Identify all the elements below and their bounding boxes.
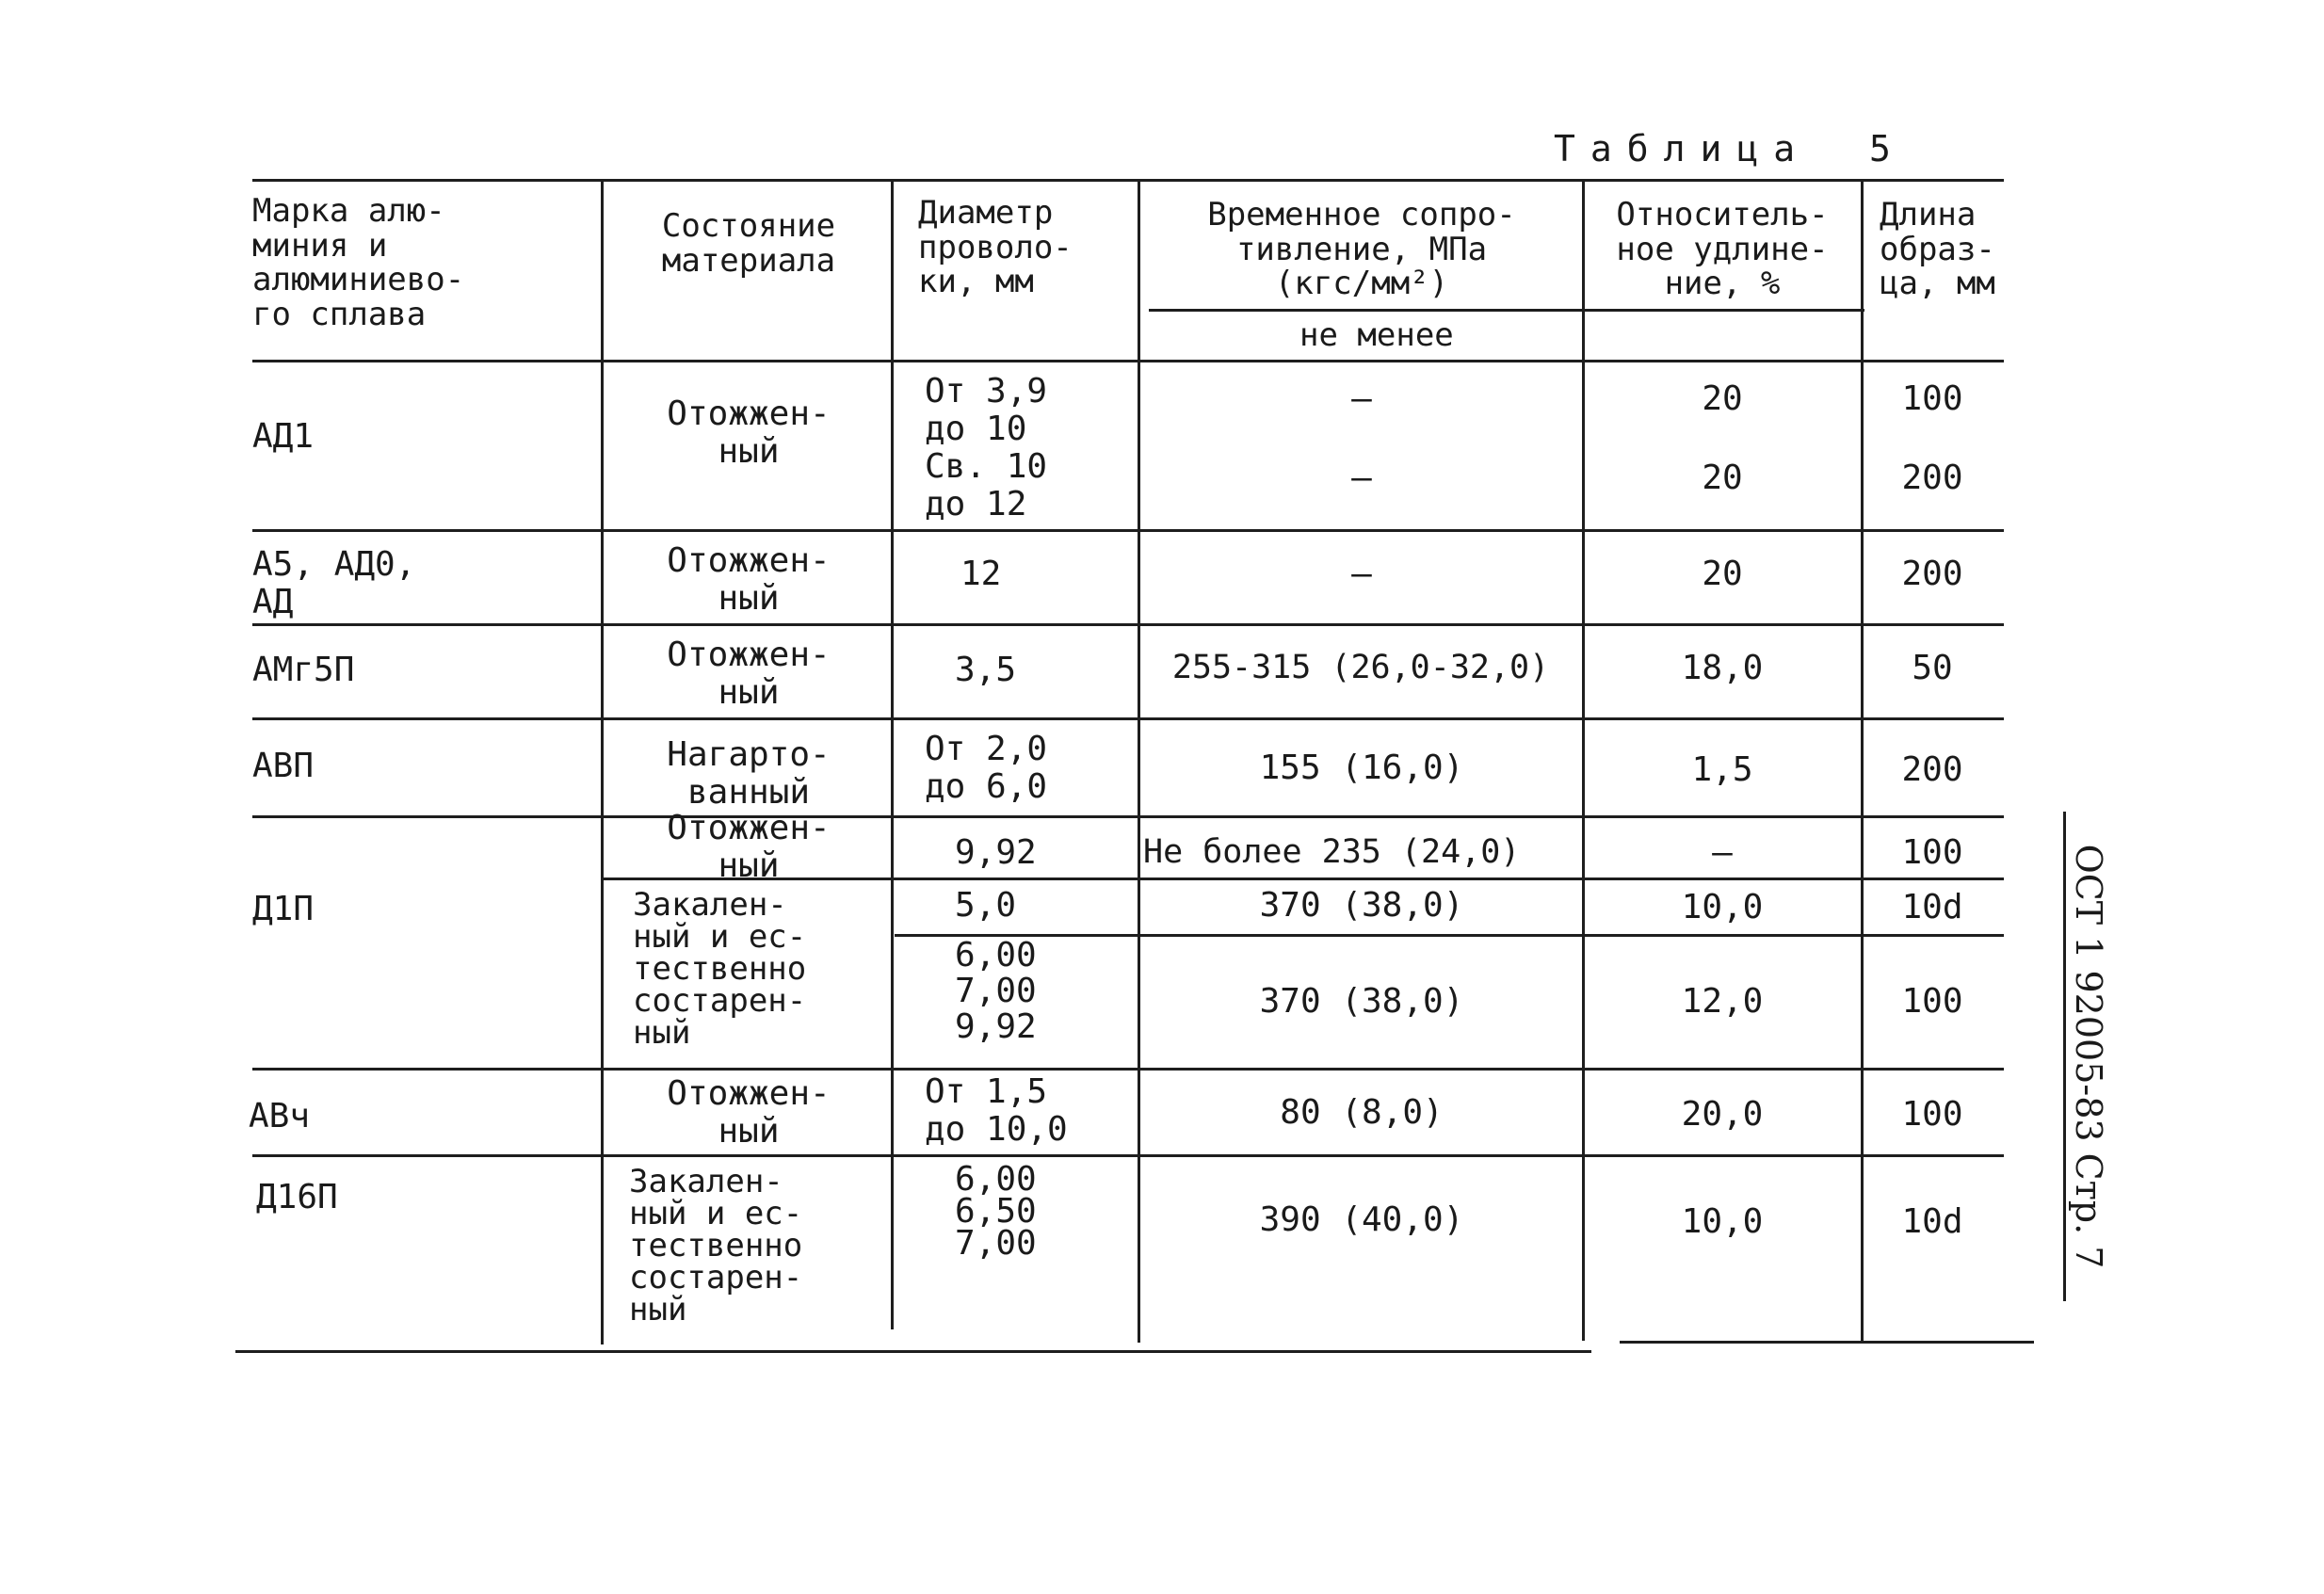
side-document-code: ОСТ 1 92005-83 Стр. 7 — [2063, 812, 2109, 1301]
state-cell: Отожжен- ный — [667, 1074, 831, 1151]
row-rule — [252, 529, 2004, 532]
strength-cell: 255-315 (26,0-32,0) — [1171, 649, 1550, 686]
table-top-rule — [252, 179, 2004, 182]
grade-cell: АМг5П — [252, 651, 355, 689]
header-strength: Временное сопро- тивление, МПа (кгс/мм²) — [1207, 196, 1516, 303]
state-cell: Отожжен- ный — [667, 809, 831, 885]
table-bottom-rule — [1620, 1341, 2034, 1344]
table-bottom-rule — [235, 1350, 1591, 1353]
strength-cell: Не более 235 (24,0) — [1143, 833, 1521, 871]
elongation-cell: 10,0 — [1681, 1202, 1764, 1241]
length-cell: 200 — [1901, 459, 1963, 497]
length-cell: 10d — [1901, 1202, 1963, 1241]
column-rule — [601, 179, 604, 1344]
state-cell: Нагарто- ванный — [667, 735, 831, 812]
diameter-cell: 6,00 6,50 7,00 — [955, 1160, 1037, 1264]
elongation-cell: 20 — [1702, 555, 1743, 593]
subheader-rule — [1149, 309, 1864, 312]
row-rule — [252, 815, 2004, 818]
grade-cell: АД1 — [252, 417, 315, 456]
diameter-cell: 9,92 — [955, 833, 1037, 872]
strength-cell: 370 (38,0) — [1259, 886, 1464, 925]
strength-cell: 370 (38,0) — [1259, 982, 1464, 1021]
diameter-cell: 5,0 — [955, 886, 1017, 925]
diameter-cell: От 1,5 до 10,0 — [925, 1072, 1068, 1149]
length-cell: 100 — [1901, 379, 1963, 418]
state-cell: Закален- ный и ес- тественно состарен- ный — [633, 886, 807, 1052]
column-rule — [1582, 179, 1585, 1341]
state-cell: Отожжен- ный — [667, 541, 831, 618]
strength-cell: 390 (40,0) — [1259, 1200, 1464, 1239]
header-bottom-rule — [252, 360, 2004, 362]
elongation-cell: 20 — [1702, 379, 1743, 418]
row-rule — [252, 1068, 2004, 1071]
elongation-cell: – — [1712, 833, 1733, 872]
column-rule — [1861, 179, 1864, 1341]
column-rule — [1138, 179, 1140, 1343]
table-label: Таблица — [1554, 128, 1811, 169]
state-cell: Отожжен- ный — [667, 394, 831, 471]
state-cell: Отожжен- ный — [667, 636, 831, 712]
diameter-cell: 6,00 7,00 9,92 — [955, 936, 1037, 1046]
strength-cell: 80 (8,0) — [1280, 1093, 1444, 1132]
subrow-rule — [895, 934, 2004, 937]
length-cell: 10d — [1901, 888, 1963, 926]
strength-cell: – — [1351, 459, 1372, 497]
length-cell: 100 — [1901, 833, 1963, 872]
strength-cell: – — [1351, 555, 1372, 593]
length-cell: 100 — [1901, 982, 1963, 1021]
diameter-cell: От 3,9 до 10 — [925, 372, 1048, 448]
elongation-cell: 20 — [1702, 459, 1743, 497]
elongation-cell: 10,0 — [1681, 888, 1764, 926]
elongation-cell: 18,0 — [1681, 649, 1764, 687]
length-cell: 50 — [1912, 649, 1953, 687]
length-cell: 200 — [1901, 555, 1963, 593]
grade-cell: АВч — [249, 1097, 311, 1135]
row-rule — [252, 1154, 2004, 1157]
table-caption — [1554, 130, 1891, 169]
diameter-cell: 12 — [960, 555, 1002, 593]
diameter-cell: Св. 10 до 12 — [925, 447, 1048, 523]
diameter-cell: 3,5 — [955, 651, 1017, 689]
header-elongation: Относитель- ное удлине- ние, % — [1616, 196, 1829, 303]
grade-cell: А5, АД0, АД — [252, 545, 416, 621]
header-grade: Марка алю- миния и алюминиево- го сплава — [252, 192, 465, 334]
strength-cell: 155 (16,0) — [1259, 749, 1464, 787]
grade-cell: Д1П — [252, 890, 315, 928]
table-number: 5 — [1869, 128, 1891, 169]
grade-cell: Д16П — [256, 1178, 338, 1216]
diameter-cell: От 2,0 до 6,0 — [925, 730, 1048, 806]
row-rule — [252, 717, 2004, 720]
header-state: Состояние материала — [661, 207, 836, 280]
header-diameter: Диаметр проволо- ки, мм — [918, 194, 1073, 301]
length-cell: 100 — [1901, 1095, 1963, 1134]
state-cell: Закален- ный и ес- тественно состарен- ный — [629, 1163, 803, 1328]
elongation-cell: 1,5 — [1691, 750, 1753, 789]
grade-cell: АВП — [252, 747, 315, 785]
elongation-cell: 20,0 — [1681, 1095, 1764, 1134]
elongation-cell: 12,0 — [1681, 982, 1764, 1021]
strength-cell: – — [1351, 379, 1372, 418]
column-rule — [891, 179, 894, 1329]
length-cell: 200 — [1901, 750, 1963, 789]
header-not-less: не менее — [1299, 316, 1454, 354]
header-length: Длина образ- ца, мм — [1880, 196, 1995, 303]
row-rule — [252, 623, 2004, 626]
